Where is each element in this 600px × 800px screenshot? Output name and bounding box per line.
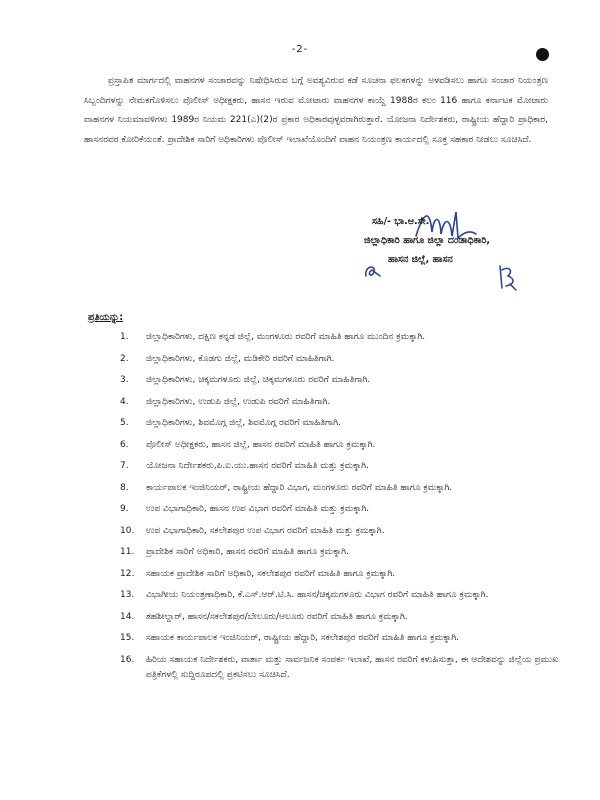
list-item — [100, 588, 570, 603]
list-item-number: 3. — [120, 375, 129, 385]
list-item — [100, 330, 570, 345]
handwritten-initial-left — [362, 262, 384, 280]
list-item-text: ಪ್ರಾದೇಶಿಕ ಸಾರಿಗೆ ಅಧಿಕಾರಿ, ಹಾಸನ ರವರಿಗೆ ಮಾಹಿತಿ ಹಾಗೂ ಕ್ರಮಕ್ಕಾಗಿ. — [146, 547, 349, 557]
signature-block — [364, 212, 564, 269]
signature-location: ಹಾಸನ ಜಿಲ್ಲೆ, ಹಾಸನ — [388, 254, 453, 265]
signature-line-1: ಸಹಿ/- ಭಾ.ಆ.ಸೇ. — [372, 216, 430, 227]
list-item — [100, 416, 570, 431]
list-item — [100, 653, 570, 683]
list-item — [100, 352, 570, 367]
page-number: -2- — [291, 44, 309, 55]
list-item-number: 12. — [120, 568, 135, 579]
list-item — [100, 395, 570, 410]
list-item-number: 1. — [120, 332, 129, 342]
list-item-text: ಸಹಾಯಕ ಪ್ರಾದೇಶಿಕ ಸಾರಿಗೆ ಅಧಿಕಾರಿ, ಸಕಲೇಶಪುರ ರವರಿಗೆ ಮಾಹಿತಿ ಹಾಗೂ ಕ್ರಮಕ್ಕಾಗಿ. — [146, 568, 396, 579]
list-item-number: 7. — [120, 461, 129, 471]
list-item — [100, 438, 570, 453]
body-paragraph: ಪ್ರಸ್ತಾಪಿತ ಮಾರ್ಗದಲ್ಲಿ ವಾಹನಗಳ ಸಂಚಾರವನ್ನು ನಿಷೇಧಿಸಿರುವ ಬಗ್ಗೆ ಅವಶ್ಯವಿರುವ ಕಡೆ ಸೂಚನಾ ಫಲಕಗಳನ್ನು ಅಳವಡಿಸಲು ಹಾಗೂ ಸಂಚಾರ ನಿಯಂತ್ರಣ ಸಿಬ್ಬಂದಿಗಳನ್ನು ನೇಮಕಗೊಳಿಸಲು ಪೊಲೀಸ್ ಅಧೀಕ್ಷಕರು, ಹಾಸನ ಇರುವ ಮೋಟಾರು ವಾಹನಗಳ ಕಾಯ್ದೆ 1988ರ ಕಲಂ 116 ಹಾಗೂ ಕರ್ನಾಟಕ ಮೋಟಾರು ವಾಹನಗಳ ನಿಯಮಾವಳಿಗಳು 1989ರ ನಿಯಮ 221(ಎ)(2)ರ ಪ್ರಕಾರ ಅಧಿಕಾರವುಳ್ಳವರಾಗಿರುತ್ತಾರೆ. ಯೋಜನಾ ನಿರ್ದೇಶಕರು, ರಾಷ್ಟ್ರೀಯ ಹೆದ್ದಾರಿ ಪ್ರಾಧಿಕಾರ, ಹಾಸನರವರ ಕೋರಿಕೆಯಂತೆ. ಪ್ರಾದೇಶಿಕ ಸಾರಿಗೆ ಅಧಿಕಾರಿಗಳು ಪೊಲೀಸ್ ಇಲಾಖೆಯೊಂದಿಗೆ ವಾಹನ ನಿಯಂತ್ರಣ ಕಾರ್ಯದಲ್ಲಿ ಸೂಕ್ತ ಸಹಕಾರ ನೀಡಲು ಸೂಚಿಸಿದೆ. — [84, 76, 548, 145]
list-item-text: ಉಪ ವಿಭಾಗಾಧಿಕಾರಿ, ಸಕಲೇಶಪುರ ಉಪ ವಿಭಾಗ ರವರಿಗೆ ಮಾಹಿತಿ ಮತ್ತು ಕ್ರಮಕ್ಕಾಗಿ. — [146, 525, 385, 536]
list-item-text: ಜಿಲ್ಲಾಧಿಕಾರಿಗಳು, ಉಡುಪಿ ಜಿಲ್ಲೆ, ಉಡುಪಿ ರವರಿಗೆ ಮಾಹಿತಿಗಾಗಿ. — [146, 396, 331, 407]
list-item-text: ತಹಶೀಲ್ದಾರ್, ಹಾಸನ/ಸಕಲೇಶಪುರ/ಬೇಲೂರು/ಆಲೂರು ರವರಿಗೆ ಮಾಹಿತಿ ಹಾಗೂ ಕ್ರಮಕ್ಕಾಗಿ. — [146, 611, 408, 622]
list-item-text: ಹಿರಿಯ ಸಹಾಯಕ ನಿರ್ದೇಶಕರು, ವಾರ್ತಾ ಮತ್ತು ಸಾರ್ವಜನಿಕ ಸಂಪರ್ಕ ಇಲಾಖೆ, ಹಾಸನ ರವರಿಗೆ ಕಳುಹಿಸುತ್ತಾ, ಈ ಆದೇಶವನ್ನು ಜಿಲ್ಲೆಯ ಪ್ರಮುಖ ಪತ್ರಿಕೆಗಳಲ್ಲಿ ಸುದ್ದಿರೂಪದಲ್ಲಿ ಪ್ರಕಟಿಸಲು ಸೂಚಿಸಿದೆ. — [146, 654, 559, 680]
list-item — [100, 631, 570, 646]
list-item — [100, 373, 570, 388]
list-item-text: ವಿಭಾಗೀಯ ನಿಯಂತ್ರಣಾಧಿಕಾರಿ, ಕೆ.ಎಸ್.ಆರ್.ಟಿ.ಸಿ. ಹಾಸನ/ಚಿಕ್ಕಮಗಳೂರು ವಿಭಾಗ ರವರಿಗೆ ಮಾಹಿತಿ ಹಾಗೂ ಕ್ರಮಕ್ಕಾಗಿ. — [146, 590, 489, 600]
list-item-text: ಜಿಲ್ಲಾಧಿಕಾರಿಗಳು, ಚಿಕ್ಕಮಗಳೂರು ಜಿಲ್ಲೆ, ಚಿಕ್ಕಮಗಳೂರು ರವರಿಗೆ ಮಾಹಿತಿಗಾಗಿ. — [146, 375, 371, 385]
ink-dot — [536, 48, 549, 61]
list-item-number: 10. — [120, 525, 135, 536]
handwritten-initial-right — [494, 262, 520, 292]
list-item-number: 4. — [120, 396, 129, 407]
list-item-number: 9. — [120, 504, 129, 514]
list-item-number: 13. — [120, 590, 135, 600]
list-item-text: ಜಿಲ್ಲಾಧಿಕಾರಿಗಳು, ದಕ್ಷಿಣ ಕನ್ನಡ ಜಿಲ್ಲೆ, ಮಂಗಳೂರು ರವರಿಗೆ ಮಾಹಿತಿ ಹಾಗೂ ಮುಂದಿನ ಕ್ರಮಕ್ಕಾಗಿ. — [146, 332, 426, 342]
list-item-number: 15. — [120, 633, 135, 643]
copy-to-heading: ಪ್ರತಿಯನ್ನು: — [88, 312, 124, 323]
list-item — [100, 545, 570, 560]
list-item — [100, 481, 570, 496]
list-item-number: 11. — [120, 547, 135, 557]
list-item — [100, 502, 570, 517]
signature-designation: ಜಿಲ್ಲಾಧಿಕಾರಿ ಹಾಗೂ ಜಿಲ್ಲಾ ದಂಡಾಧಿಕಾರಿ, — [364, 235, 491, 246]
list-item-number: 5. — [120, 418, 129, 428]
list-item-number: 2. — [120, 353, 129, 364]
list-item — [100, 610, 570, 625]
list-item-text: ಜಿಲ್ಲಾಧಿಕಾರಿಗಳು, ಶಿವಮೊಗ್ಗ ಜಿಲ್ಲೆ, ಶಿವಮೊಗ್ಗ ರವರಿಗೆ ಮಾಹಿತಿಗಾಗಿ. — [146, 418, 341, 428]
list-item-text: ಜಿಲ್ಲಾಧಿಕಾರಿಗಳು, ಕೊಡಗು ಜಿಲ್ಲೆ, ಮಡಿಕೇರಿ ರವರಿಗೆ ಮಾಹಿತಿಗಾಗಿ. — [146, 353, 335, 364]
list-item-number: 6. — [120, 439, 129, 450]
list-item — [100, 459, 570, 474]
list-item-text: ಕಾರ್ಯಪಾಲಕ ಇಂಜಿನಿಯರ್, ರಾಷ್ಟ್ರೀಯ ಹೆದ್ದಾರಿ ವಿಭಾಗ, ಮಂಗಳೂರು ರವರಿಗೆ ಮಾಹಿತಿ ಹಾಗೂ ಕ್ರಮಕ್ಕಾಗಿ. — [146, 482, 453, 493]
list-item-text: ಸಹಾಯಕ ಕಾರ್ಯಪಾಲಕ ಇಂಜಿನಿಯರ್, ರಾಷ್ಟ್ರೀಯ ಹೆದ್ದಾರಿ, ಸಕಲೇಶಪುರ ರವರಿಗೆ ಮಾಹಿತಿ ಹಾಗೂ ಕ್ರಮಕ್ಕಾಗಿ. — [146, 633, 459, 643]
list-item-text: ಯೋಜನಾ ನಿರ್ದೇಶಕರು,ಪಿ.ಐ.ಯು.ಹಾಸನ ರವರಿಗೆ ಮಾಹಿತಿ ಮತ್ತು ಕ್ರಮಕ್ಕಾಗಿ. — [146, 461, 369, 471]
copy-to-list — [100, 330, 570, 689]
list-item-number: 16. — [120, 654, 135, 665]
list-item-text: ಉಪ ವಿಭಾಗಾಧಿಕಾರಿ, ಹಾಸನ ಉಪ ವಿಭಾಗ ರವರಿಗೆ ಮಾಹಿತಿ ಮತ್ತು ಕ್ರಮಕ್ಕಾಗಿ. — [146, 504, 370, 514]
list-item-text: ಪೊಲೀಸ್ ಅಧೀಕ್ಷಕರು, ಹಾಸನ ಜಿಲ್ಲೆ, ಹಾಸನ ರವರಿಗೆ ಮಾಹಿತಿ ಹಾಗೂ ಕ್ರಮಕ್ಕಾಗಿ. — [146, 439, 376, 450]
list-item-number: 14. — [120, 611, 135, 622]
list-item-number: 8. — [120, 482, 129, 493]
list-item — [100, 567, 570, 582]
list-item — [100, 524, 570, 539]
